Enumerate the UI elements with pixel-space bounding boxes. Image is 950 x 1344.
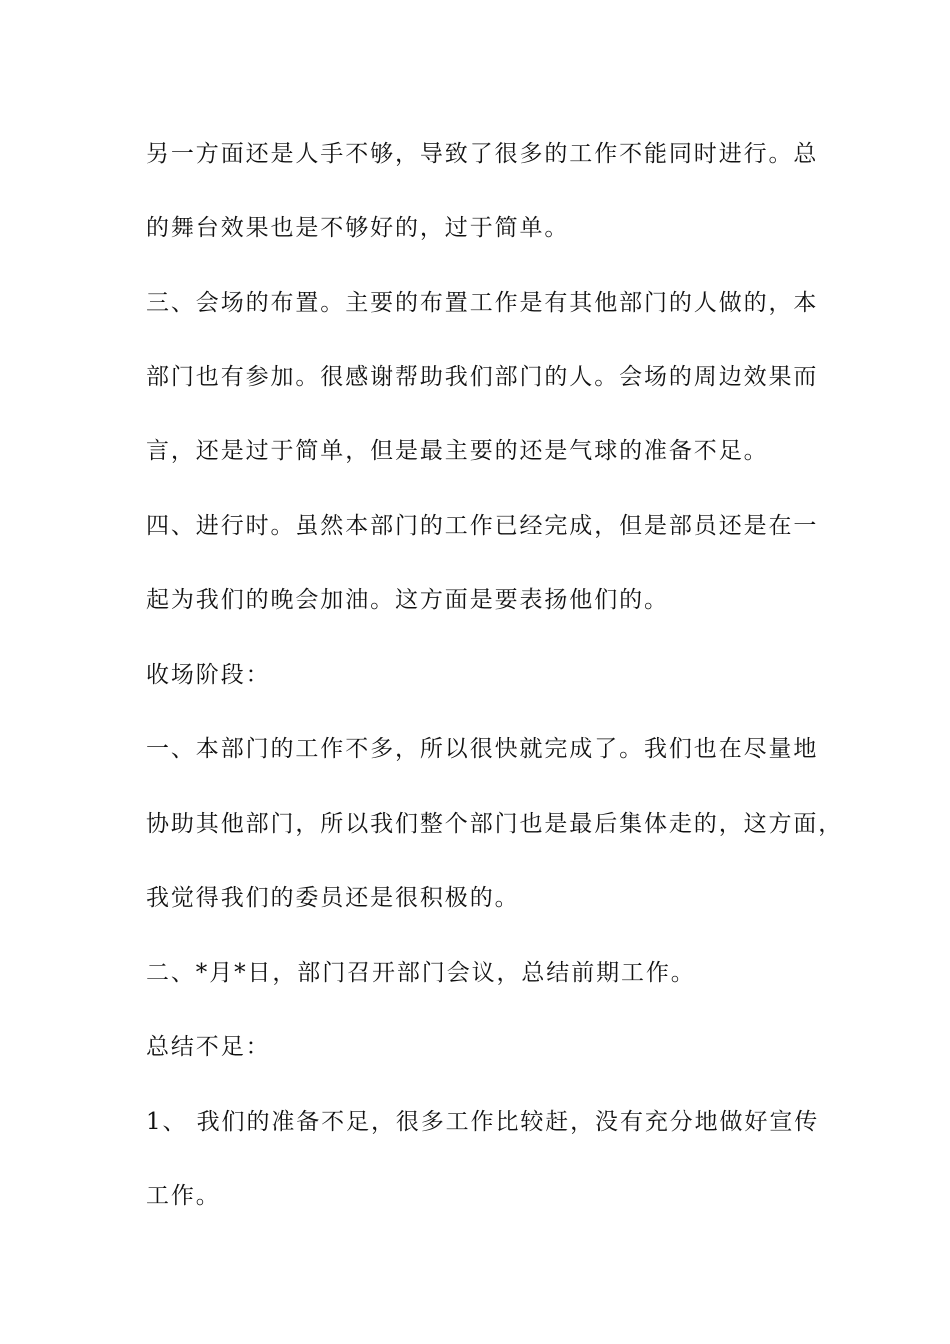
- text-line: 另一方面还是人手不够，导致了很多的工作不能同时进行。总: [146, 141, 819, 167]
- text-line: 四、进行时。虽然本部门的工作已经完成，但是部员还是在一: [146, 513, 819, 539]
- text-line: 一、本部门的工作不多，所以很快就完成了。我们也在尽量地: [146, 736, 819, 762]
- text-line: 协助其他部门，所以我们整个部门也是最后集体走的，这方面，: [146, 811, 844, 837]
- text-line: 起为我们的晚会加油。这方面是要表扬他们的。: [146, 587, 669, 613]
- text-line: 三、会场的布置。主要的布置工作是有其他部门的人做的，本: [146, 290, 819, 316]
- text-line: 1、 我们的准备不足，很多工作比较赶，没有充分地做好宣传: [146, 1109, 820, 1135]
- text-line: 二、*月*日，部门召开部门会议，总结前期工作。: [146, 960, 696, 986]
- text-line: 部门也有参加。很感谢帮助我们部门的人。会场的周边效果而: [146, 364, 819, 390]
- text-line: 言，还是过于简单，但是最主要的还是气球的准备不足。: [146, 438, 769, 464]
- text-line: 工作。: [146, 1183, 221, 1209]
- text-line: 的舞台效果也是不够好的，过于简单。: [146, 215, 570, 241]
- text-line: 我觉得我们的委员还是很积极的。: [146, 885, 520, 911]
- section-heading: 总结不足：: [146, 1034, 271, 1060]
- section-heading: 收场阶段：: [146, 662, 271, 688]
